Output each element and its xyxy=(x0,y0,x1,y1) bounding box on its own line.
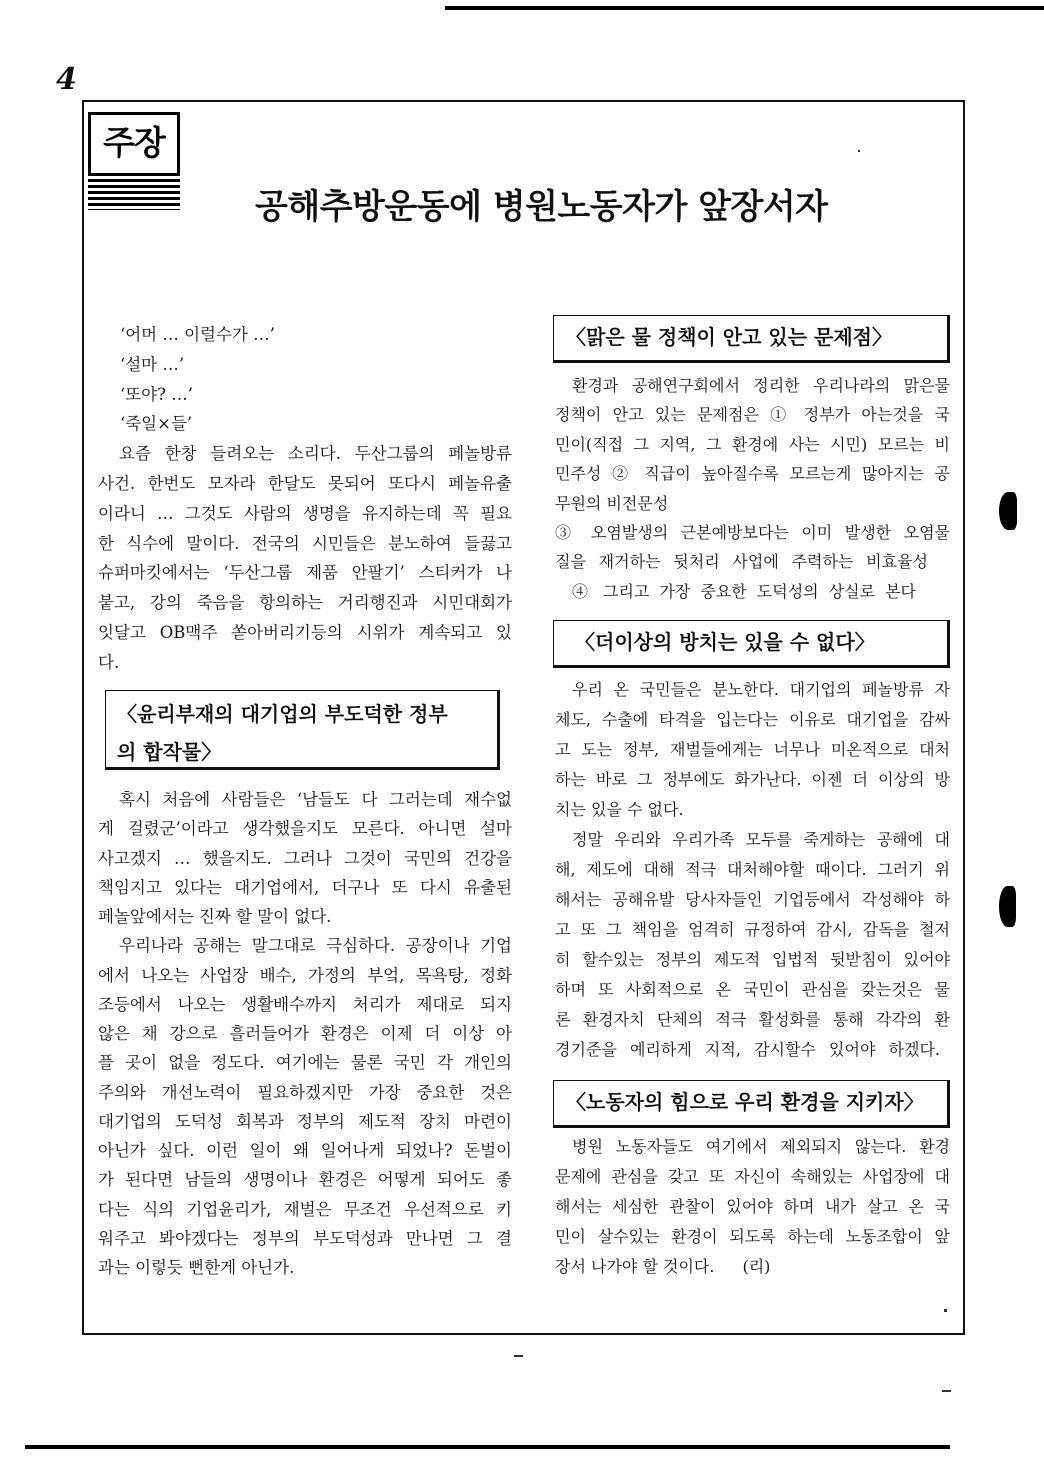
body-line: 다는 식의 기업윤리가, 재벌은 무조건 우선적으로 키 xyxy=(98,1199,512,1219)
body-line: 환경과 공해연구회에서 정리한 우리나라의 맑은물 xyxy=(572,376,950,395)
body-line: 민이 살수있는 환경이 되도록 하는데 노동조합이 앞 xyxy=(555,1227,950,1246)
body-line: 해서는 공해유발 당사자들인 기업등에서 각성해야 하 xyxy=(555,890,950,909)
binding-hole-mark xyxy=(999,886,1016,927)
body-line: 무원의 비전문성 xyxy=(555,493,669,513)
bottom-rule xyxy=(25,1445,950,1449)
body-line: 정책이 안고 있는 문제점은 ① 정부가 아는것을 국 xyxy=(555,405,950,425)
section-heading: 의 합작물〉 xyxy=(117,740,222,764)
body-line: 민이(직접 그 지역, 그 환경에 사는 시민) 모르는 비 xyxy=(555,434,950,454)
body-line: 체도, 수출에 타격을 입는다는 이유로 대기업을 감싸 xyxy=(555,710,950,729)
binding-hole-mark xyxy=(999,492,1017,530)
body-line: 경기준을 예리하게 지적, 감시할수 있어야 하겠다. xyxy=(555,1040,940,1059)
body-line: 워주고 봐야겠다는 정부의 부도덕성과 만나면 그 결 xyxy=(98,1228,512,1248)
body-line: 질을 재거하는 뒷처리 사업에 주력하는 비효율성 xyxy=(555,552,928,572)
body-line: 이라니 … 그것도 사람의 생명을 유지하는데 꼭 필요 xyxy=(98,503,512,523)
section-label: 주장 xyxy=(88,112,180,176)
scan-speck xyxy=(514,1355,523,1357)
section-heading: 〈더이상의 방치는 있을 수 없다〉 xyxy=(575,630,875,654)
body-line: 해, 제도에 대해 적극 대처해야할 때이다. 그러기 위 xyxy=(555,860,950,879)
intro-quote: ‘설마 …’ xyxy=(120,354,185,374)
section-heading: 〈노동자의 힘으로 우리 환경을 지키자〉 xyxy=(566,1090,924,1114)
body-line: 고 도는 정부, 재벌들에게는 너무나 미온적으로 대처 xyxy=(555,740,950,759)
scan-speck xyxy=(944,1309,947,1312)
intro-quote: ‘죽일×들’ xyxy=(120,414,193,434)
left-column-body xyxy=(98,785,512,1282)
section-heading-box xyxy=(553,1080,950,1128)
right-column-section-4 xyxy=(555,1132,950,1282)
body-line: 슈퍼마킷에서는 ‘두산그룹 제품 안팔기’ 스티커가 나 xyxy=(98,563,512,583)
body-line: 주의와 개선노력이 필요하겠지만 가장 중요한 것은 xyxy=(98,1082,512,1102)
body-line: 치는 있을 수 없다. xyxy=(555,800,684,819)
body-line: 하는 바로 그 정부에도 화가난다. 이젠 더 이상의 방 xyxy=(555,770,950,789)
body-line: 문제에 관심을 갖고 또 자신이 속해있는 사업장에 대 xyxy=(555,1167,950,1186)
body-line: 과는 이렇듯 뻔한게 아닌가. xyxy=(98,1258,295,1277)
body-line: 게 걸렸군’이라고 생각했을지도 모른다. 아니면 설마 xyxy=(98,819,512,839)
body-line: 아닌가 싶다. 이런 일이 왜 일어나게 되었나? 돈벌이 xyxy=(98,1141,512,1160)
body-line: 정말 우리와 우리가족 모두를 죽게하는 공해에 대 xyxy=(572,830,950,849)
body-line: 잇달고 OB맥주 쏟아버리기등의 시위가 계속되고 있 xyxy=(98,622,512,642)
intro-quote: ‘또야? …’ xyxy=(120,384,193,404)
body-line: 사고겠지 … 했을지도. 그러나 그것이 국민의 건강을 xyxy=(98,848,512,868)
body-line: 병원 노동자들도 여기에서 제외되지 않는다. 환경 xyxy=(572,1137,950,1156)
body-line: 플 곳이 없을 정도다. 여기에는 물론 국민 각 개인의 xyxy=(98,1053,512,1073)
body-line: 하며 또 사회적으로 온 국민이 관심을 갖는것은 물 xyxy=(555,980,950,999)
body-line: 한 식수에 말이다. 전국의 시민들은 분노하여 들끓고 xyxy=(98,533,512,553)
body-line-with-author xyxy=(555,1252,950,1282)
body-line: 우리 온 국민들은 분노한다. 대기업의 페놀방류 자 xyxy=(572,680,950,699)
right-column-section-3 xyxy=(555,675,950,1065)
body-line: 페놀앞에서는 진짜 할 말이 없다. xyxy=(98,907,332,926)
body-line: 다. xyxy=(98,652,120,672)
section-heading: 〈윤리부재의 대기업의 부도덕한 정부 xyxy=(117,702,448,726)
intro-quote: ‘어머 … 이럴수가 …’ xyxy=(120,325,275,344)
body-line: 히 할수있는 정부의 제도적 입법적 뒷받침이 있어야 xyxy=(555,950,950,969)
body-line: 혹시 처음에 사람들은 ‘남들도 다 그러는데 재수없 xyxy=(119,790,512,809)
right-column-section-2 xyxy=(555,371,950,606)
body-line: 론 환경자치 단체의 적극 활성화를 통해 각각의 환 xyxy=(555,1010,950,1029)
body-line: 조등에서 나오는 생활배수까지 처리가 제대로 되지 xyxy=(98,994,512,1014)
scan-speck xyxy=(942,1390,951,1392)
section-heading-box xyxy=(553,315,950,363)
body-line: 우리나라 공해는 말그대로 극심하다. 공장이나 기업 xyxy=(119,936,512,956)
body-line: 장서 나가야 할 것이다. xyxy=(555,1257,715,1276)
body-line: 해서는 세심한 관찰이 있어야 하며 내가 살고 온 국 xyxy=(555,1197,950,1216)
section-heading-box xyxy=(105,690,500,770)
author-mark: (리) xyxy=(742,1257,771,1276)
section-heading-box xyxy=(553,620,950,668)
page-number: 4 xyxy=(56,62,77,97)
scan-speck xyxy=(858,150,860,152)
body-line: 에서 나오는 사업장 배수, 가정의 부엌, 목욕탕, 정화 xyxy=(98,965,512,985)
label-stripes xyxy=(88,179,180,210)
section-heading: 〈맑은 물 정책이 안고 있는 문제점〉 xyxy=(566,325,892,349)
body-line: 사건. 한번도 모자라 한달도 못되어 또다시 페놀유출 xyxy=(98,473,512,493)
body-line: 책임지고 있다는 대기업에서, 더구나 또 다시 유출된 xyxy=(98,877,512,897)
body-line: 않은 채 강으로 흘러들어가 환경은 이제 더 이상 아 xyxy=(98,1024,512,1043)
top-rule xyxy=(445,6,1044,10)
left-column-intro xyxy=(98,320,512,678)
body-line: 대기업의 도덕성 회복과 정부의 제도적 장치 마련이 xyxy=(98,1111,512,1131)
body-line: 가 된다면 남들의 생명이나 환경은 어떻게 되어도 좋 xyxy=(98,1170,512,1190)
body-line: 민주성 ② 직급이 높아질수록 모르는게 많아지는 공 xyxy=(555,464,950,484)
body-line: ③ 오염발생의 근본예방보다는 이미 발생한 오염물 xyxy=(555,522,950,542)
body-line: 요즘 한창 들려오는 소리다. 두산그룹의 페놀방류 xyxy=(119,444,512,464)
article-title: 공해추방운동에 병원노동자가 앞장서자 xyxy=(255,187,828,227)
body-line: 붙고, 강의 죽음을 항의하는 거리행진과 시민대회가 xyxy=(98,593,512,613)
body-line: ④ 그리고 가장 중요한 도덕성의 상실로 본다 xyxy=(572,581,916,601)
body-line: 고 또 그 책임을 엄격히 규정하여 감시, 감독을 철저 xyxy=(555,920,950,939)
